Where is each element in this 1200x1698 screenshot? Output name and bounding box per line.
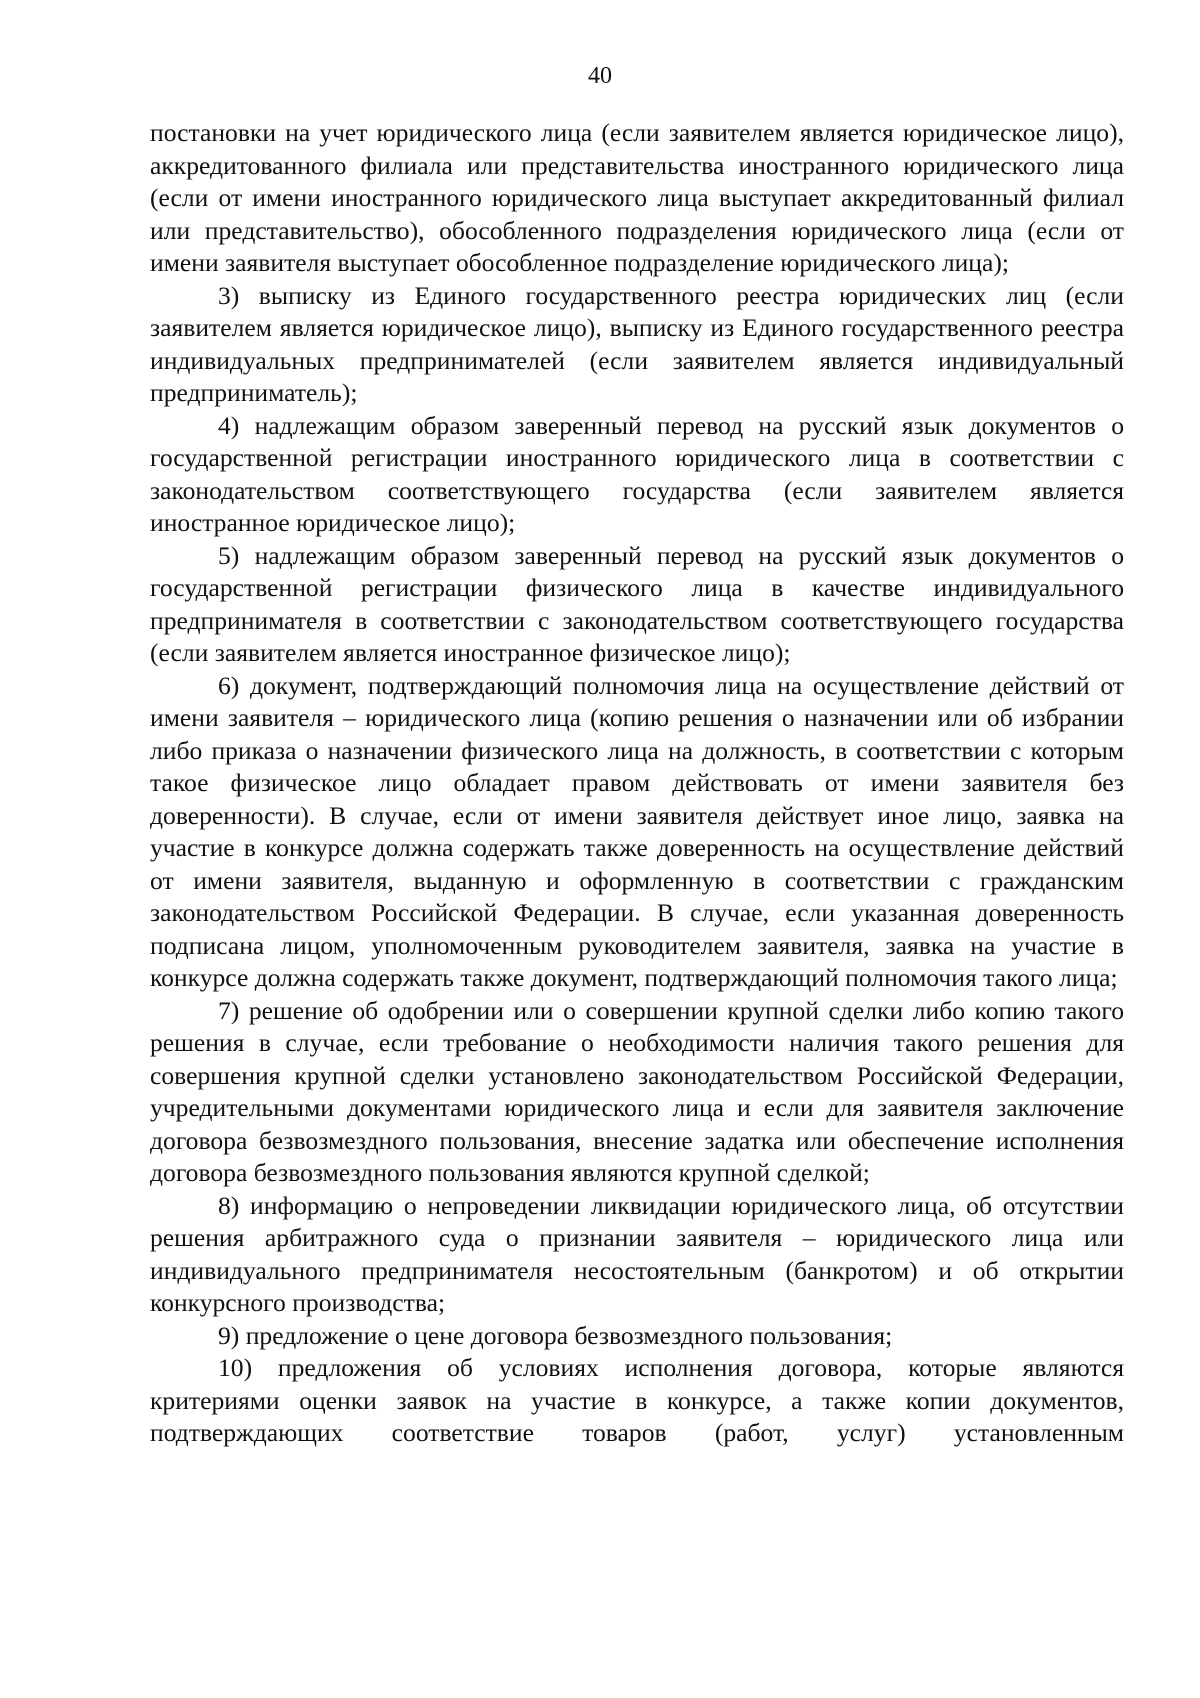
paragraph-item-3: 3) выписку из Единого государственного реестра юридических лиц (если заявителем является юридическое лицо), выписку из Единого государственного реестра индивидуальных предпринимателей (если заявителем является индивидуальный предприниматель); — [150, 280, 1124, 407]
paragraph-continuation: постановки на учет юридического лица (если заявителем является юридическое лицо), аккредитованного филиала или представительства иностранного юридического лица (если от имени иностранного юридического лица выступает аккредитованный филиал или представительство), обособленного подразделения юридического лица (если от имени заявителя выступает обособленное подразделение юридического лица); — [150, 118, 1124, 277]
document-body — [150, 117, 1124, 1450]
paragraph-item-6: 6) документ, подтверждающий полномочия лица на осуществление действий от имени заявителя – юридического лица (копию решения о назначении или об избрании либо приказа о назначении физического лица на должность, в соответствии с которым такое физическое лицо обладает правом действовать от имени заявителя без доверенности). В случае, если от имени заявителя действует иное лицо, заявка на участие в конкурсе должна содержать также доверенность на осуществление действий от имени заявителя, выданную и оформленную в соответствии с гражданским законодательством Российской Федерации. В случае, если указанная доверенность подписана лицом, уполномоченным руководителем заявителя, заявка на участие в конкурсе должна содержать также документ, подтверждающий полномочия такого лица; — [150, 670, 1124, 992]
paragraph-item-10: 10) предложения об условиях исполнения договора, которые являются критериями оценки заявок на участие в конкурсе, а также копии документов, подтверждающих соответствие товаров (работ, услуг) установленным — [150, 1353, 1124, 1447]
paragraph-item-4: 4) надлежащим образом заверенный перевод на русский язык документов о государственной регистрации иностранного юридического лица в соответствии с законодательством соответствующего государства (если заявителем является иностранное юридическое лицо); — [150, 410, 1124, 537]
paragraph-item-8: 8) информацию о непроведении ликвидации юридического лица, об отсутствии решения арбитражного суда о признании заявителя – юридического лица или индивидуального предпринимателя несостоятельным (банкротом) и об открытии конкурсного производства; — [150, 1190, 1124, 1317]
page-number: 40 — [588, 63, 612, 89]
paragraph-item-5: 5) надлежащим образом заверенный перевод на русский язык документов о государственной регистрации физического лица в качестве индивидуального предпринимателя в соответствии с законодательством соответствующего государства (если заявителем является иностранное физическое лицо); — [150, 540, 1124, 667]
paragraph-item-7: 7) решение об одобрении или о совершении крупной сделки либо копию такого решения в случае, если требование о необходимости наличия такого решения для совершения крупной сделки установлено законодательством Российской Федерации, учредительными документами юридического лица и если для заявителя заключение договора безвозмездного пользования, внесение задатка или обеспечение исполнения договора безвозмездного пользования являются крупной сделкой; — [150, 995, 1124, 1187]
paragraph-item-9: 9) предложение о цене договора безвозмездного пользования; — [218, 1320, 893, 1350]
